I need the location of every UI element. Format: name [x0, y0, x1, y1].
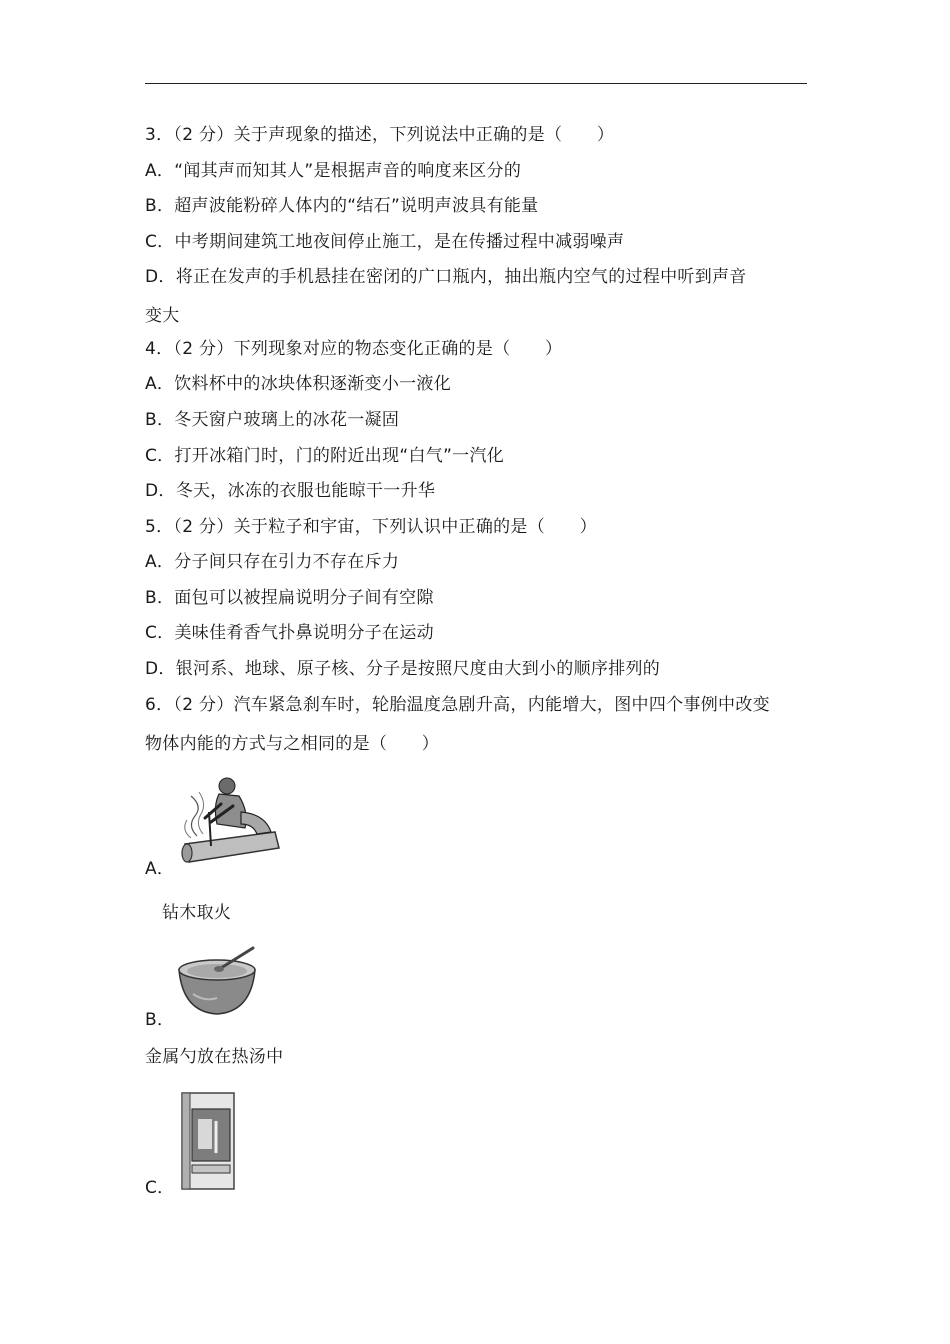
- q6-option-c-label: C．: [145, 1178, 175, 1198]
- heater-illustration: [178, 1091, 238, 1193]
- q6-option-a-label: A．: [145, 859, 175, 879]
- q3-option-b: B．超声波能粉碎人体内的“结石”说明声波具有能量: [145, 196, 539, 216]
- q5-option-a: A．分子间只存在引力不存在斥力: [145, 552, 400, 572]
- q3-option-a: A．“闻其声而知其人”是根据声音的响度来区分的: [145, 161, 522, 181]
- q4-stem: 4．（2 分）下列现象对应的物态变化正确的是（ ）: [145, 339, 563, 359]
- q5-stem: 5．（2 分）关于粒子和宇宙，下列认识中正确的是（ ）: [145, 517, 597, 537]
- q6-option-b-caption: 金属勺放在热汤中: [145, 1047, 284, 1067]
- q3-option-c: C．中考期间建筑工地夜间停止施工，是在传播过程中减弱噪声: [145, 232, 625, 252]
- q5-option-c: C．美味佳肴香气扑鼻说明分子在运动: [145, 623, 434, 643]
- q4-option-a: A．饮料杯中的冰块体积逐渐变小一液化: [145, 374, 452, 394]
- q6-stem-continued: 物体内能的方式与之相同的是（ ）: [145, 734, 440, 754]
- q3-option-d: D．将正在发声的手机悬挂在密闭的广口瓶内，抽出瓶内空气的过程中听到声音: [145, 267, 747, 287]
- q5-option-d: D．银河系、地球、原子核、分子是按照尺度由大到小的顺序排列的: [145, 659, 661, 679]
- q4-option-b: B．冬天窗户玻璃上的冰花一凝固: [145, 410, 400, 430]
- q3-stem: 3．（2 分）关于声现象的描述，下列说法中正确的是（ ）: [145, 125, 615, 145]
- q4-option-c: C．打开冰箱门时，门的附近出现“白气”一汽化: [145, 446, 505, 466]
- q4-option-d: D．冬天，冰冻的衣服也能晾干一升华: [145, 481, 436, 501]
- q5-option-b: B．面包可以被捏扁说明分子间有空隙: [145, 588, 434, 608]
- q3-option-d-continued: 变大: [145, 306, 180, 326]
- metal-spoon-in-hot-soup-illustration: [175, 946, 260, 1018]
- q6-option-a-caption: 钻木取火: [162, 903, 232, 923]
- q6-stem: 6．（2 分）汽车紧急刹车时，轮胎温度急剧升高，内能增大，图中四个事例中改变: [145, 695, 770, 715]
- drilling-wood-fire-illustration: [175, 772, 285, 872]
- header-rule: [145, 83, 807, 84]
- q6-option-b-label: B．: [145, 1010, 175, 1030]
